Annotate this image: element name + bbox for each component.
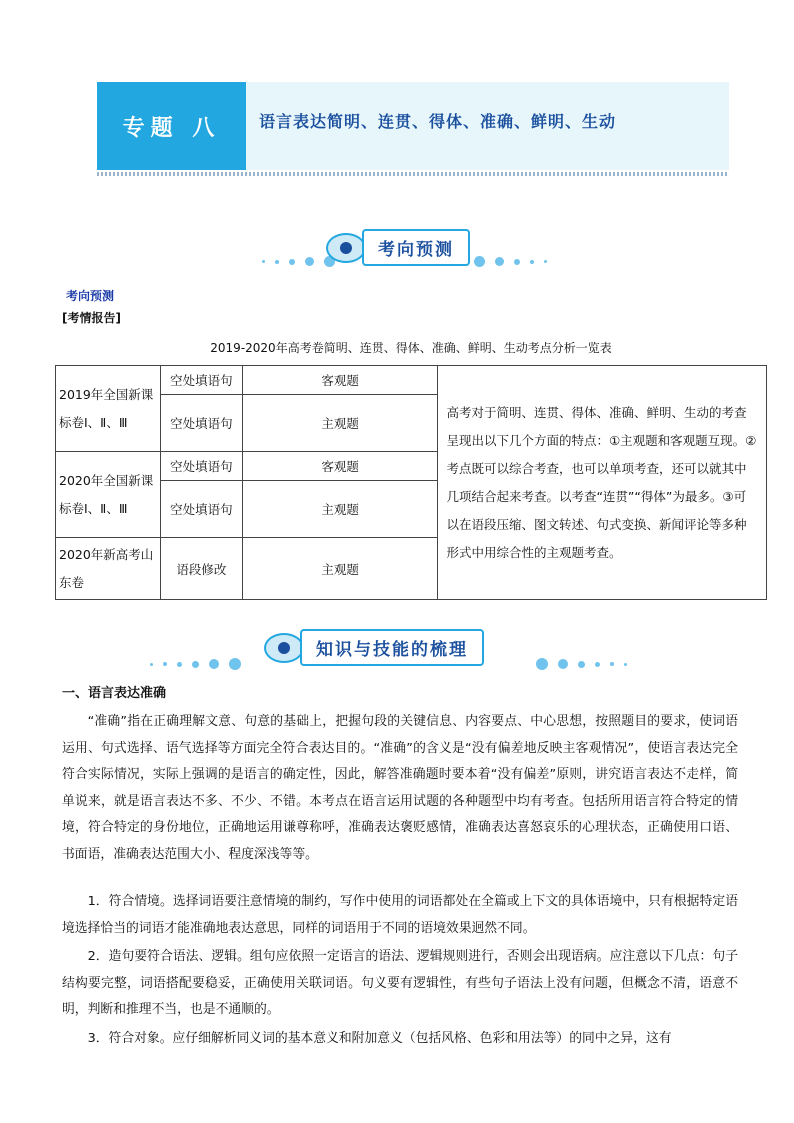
topic-title: 语言表达简明、连贯、得体、准确、鲜明、生动	[259, 111, 617, 131]
body-paragraph: 2．造句要符合语法、逻辑。组句应依照一定语言的语法、逻辑规则进行，否则会出现语病。应注意以下几点：句子结构要完整，词语搭配要稳妥，正确使用关联词语。句义要有逻辑性，有些句子语法上没有问题，但概念不清，语意不明，判断和推理不当，也是不通顺的。	[62, 949, 738, 1017]
section-heading: 一、语言表达准确	[62, 686, 167, 701]
forecast-badge-label: 考向预测	[362, 229, 470, 266]
exam-cell: 2020年新高考山东卷	[56, 538, 161, 600]
question-kind-cell: 客观题	[242, 366, 438, 395]
decorative-dots-right	[474, 256, 547, 267]
knowledge-badge	[264, 629, 484, 666]
report-label: [考情报告]	[62, 311, 121, 325]
question-type-cell: 空处填语句	[160, 395, 242, 452]
question-kind-cell: 主观题	[242, 481, 438, 538]
body-paragraph: 1．符合情境。选择词语要注意情境的制约，写作中使用的词语都处在全篇或上下文的具体语境中，只有根据特定语境选择恰当的词语才能准确地表达意思，同样的词语用于不同的语境效果迥然不同。	[62, 894, 738, 936]
knowledge-badge-label: 知识与技能的梳理	[300, 629, 484, 666]
eye-icon	[264, 633, 304, 663]
forecast-badge	[326, 229, 470, 266]
decorative-dots-right	[536, 658, 627, 670]
header-divider	[97, 172, 729, 176]
decorative-dots-left	[150, 658, 241, 670]
exam-cell: 2020年全国新课标卷Ⅰ、Ⅱ、Ⅲ	[56, 452, 161, 538]
header-banner	[97, 82, 729, 170]
body-paragraph: “准确”指在正确理解文意、句意的基础上，把握句段的关键信息、内容要点、中心思想，按照题目的要求，使词语运用、句式选择、语气选择等方面完全符合表达目的。“准确”的含义是“没有偏差地反映主客观情况”，使语言表达完全符合实际情况，实际上强调的是语言的确定性，因此，解答准确题时要本着“没有偏差”原则，讲究语言表达不走样，简单说来，就是语言表达不多、不少、不错。本考点在语言运用试题的各种题型中均有考查。包括所用语言符合特定的情境，符合特定的身份地位，正确地运用谦尊称呼，准确表达褒贬感情，准确表达喜怒哀乐的心理状态，正确使用口语、书面语，准确表达范围大小、程度深浅等等。	[62, 714, 738, 862]
decorative-dots-left	[262, 256, 335, 267]
exam-cell: 2019年全国新课标卷Ⅰ、Ⅱ、Ⅲ	[56, 366, 161, 452]
body-paragraph: 3．符合对象。应仔细解析同义词的基本意义和附加意义（包括风格、色彩和用法等）的同中之异，这有	[87, 1031, 672, 1046]
table-caption: 2019-2020年高考卷简明、连贯、得体、准确、鲜明、生动考点分析一览表	[210, 341, 612, 355]
eye-icon	[326, 233, 366, 263]
question-kind-cell: 主观题	[242, 538, 438, 600]
question-type-cell: 语段修改	[160, 538, 242, 600]
table-row	[56, 366, 767, 395]
summary-cell: 高考对于简明、连贯、得体、准确、鲜明、生动的考查呈现出以下几个方面的特点：①主观题和客观题互现。②考点既可以综合考查，也可以单项考查，还可以就其中几项结合起来考查。以考查“连贯”“得体”为最多。③可以在语段压缩、图文转述、句式变换、新闻评论等多种形式中用综合性的主观题考查。	[438, 366, 767, 600]
question-type-cell: 空处填语句	[160, 452, 242, 481]
question-kind-cell: 主观题	[242, 395, 438, 452]
topic-tag: 专题 八	[97, 82, 246, 170]
question-type-cell: 空处填语句	[160, 366, 242, 395]
question-kind-cell: 客观题	[242, 452, 438, 481]
exam-analysis-table	[55, 365, 767, 600]
forecast-subheading: 考向预测	[66, 289, 115, 303]
question-type-cell: 空处填语句	[160, 481, 242, 538]
